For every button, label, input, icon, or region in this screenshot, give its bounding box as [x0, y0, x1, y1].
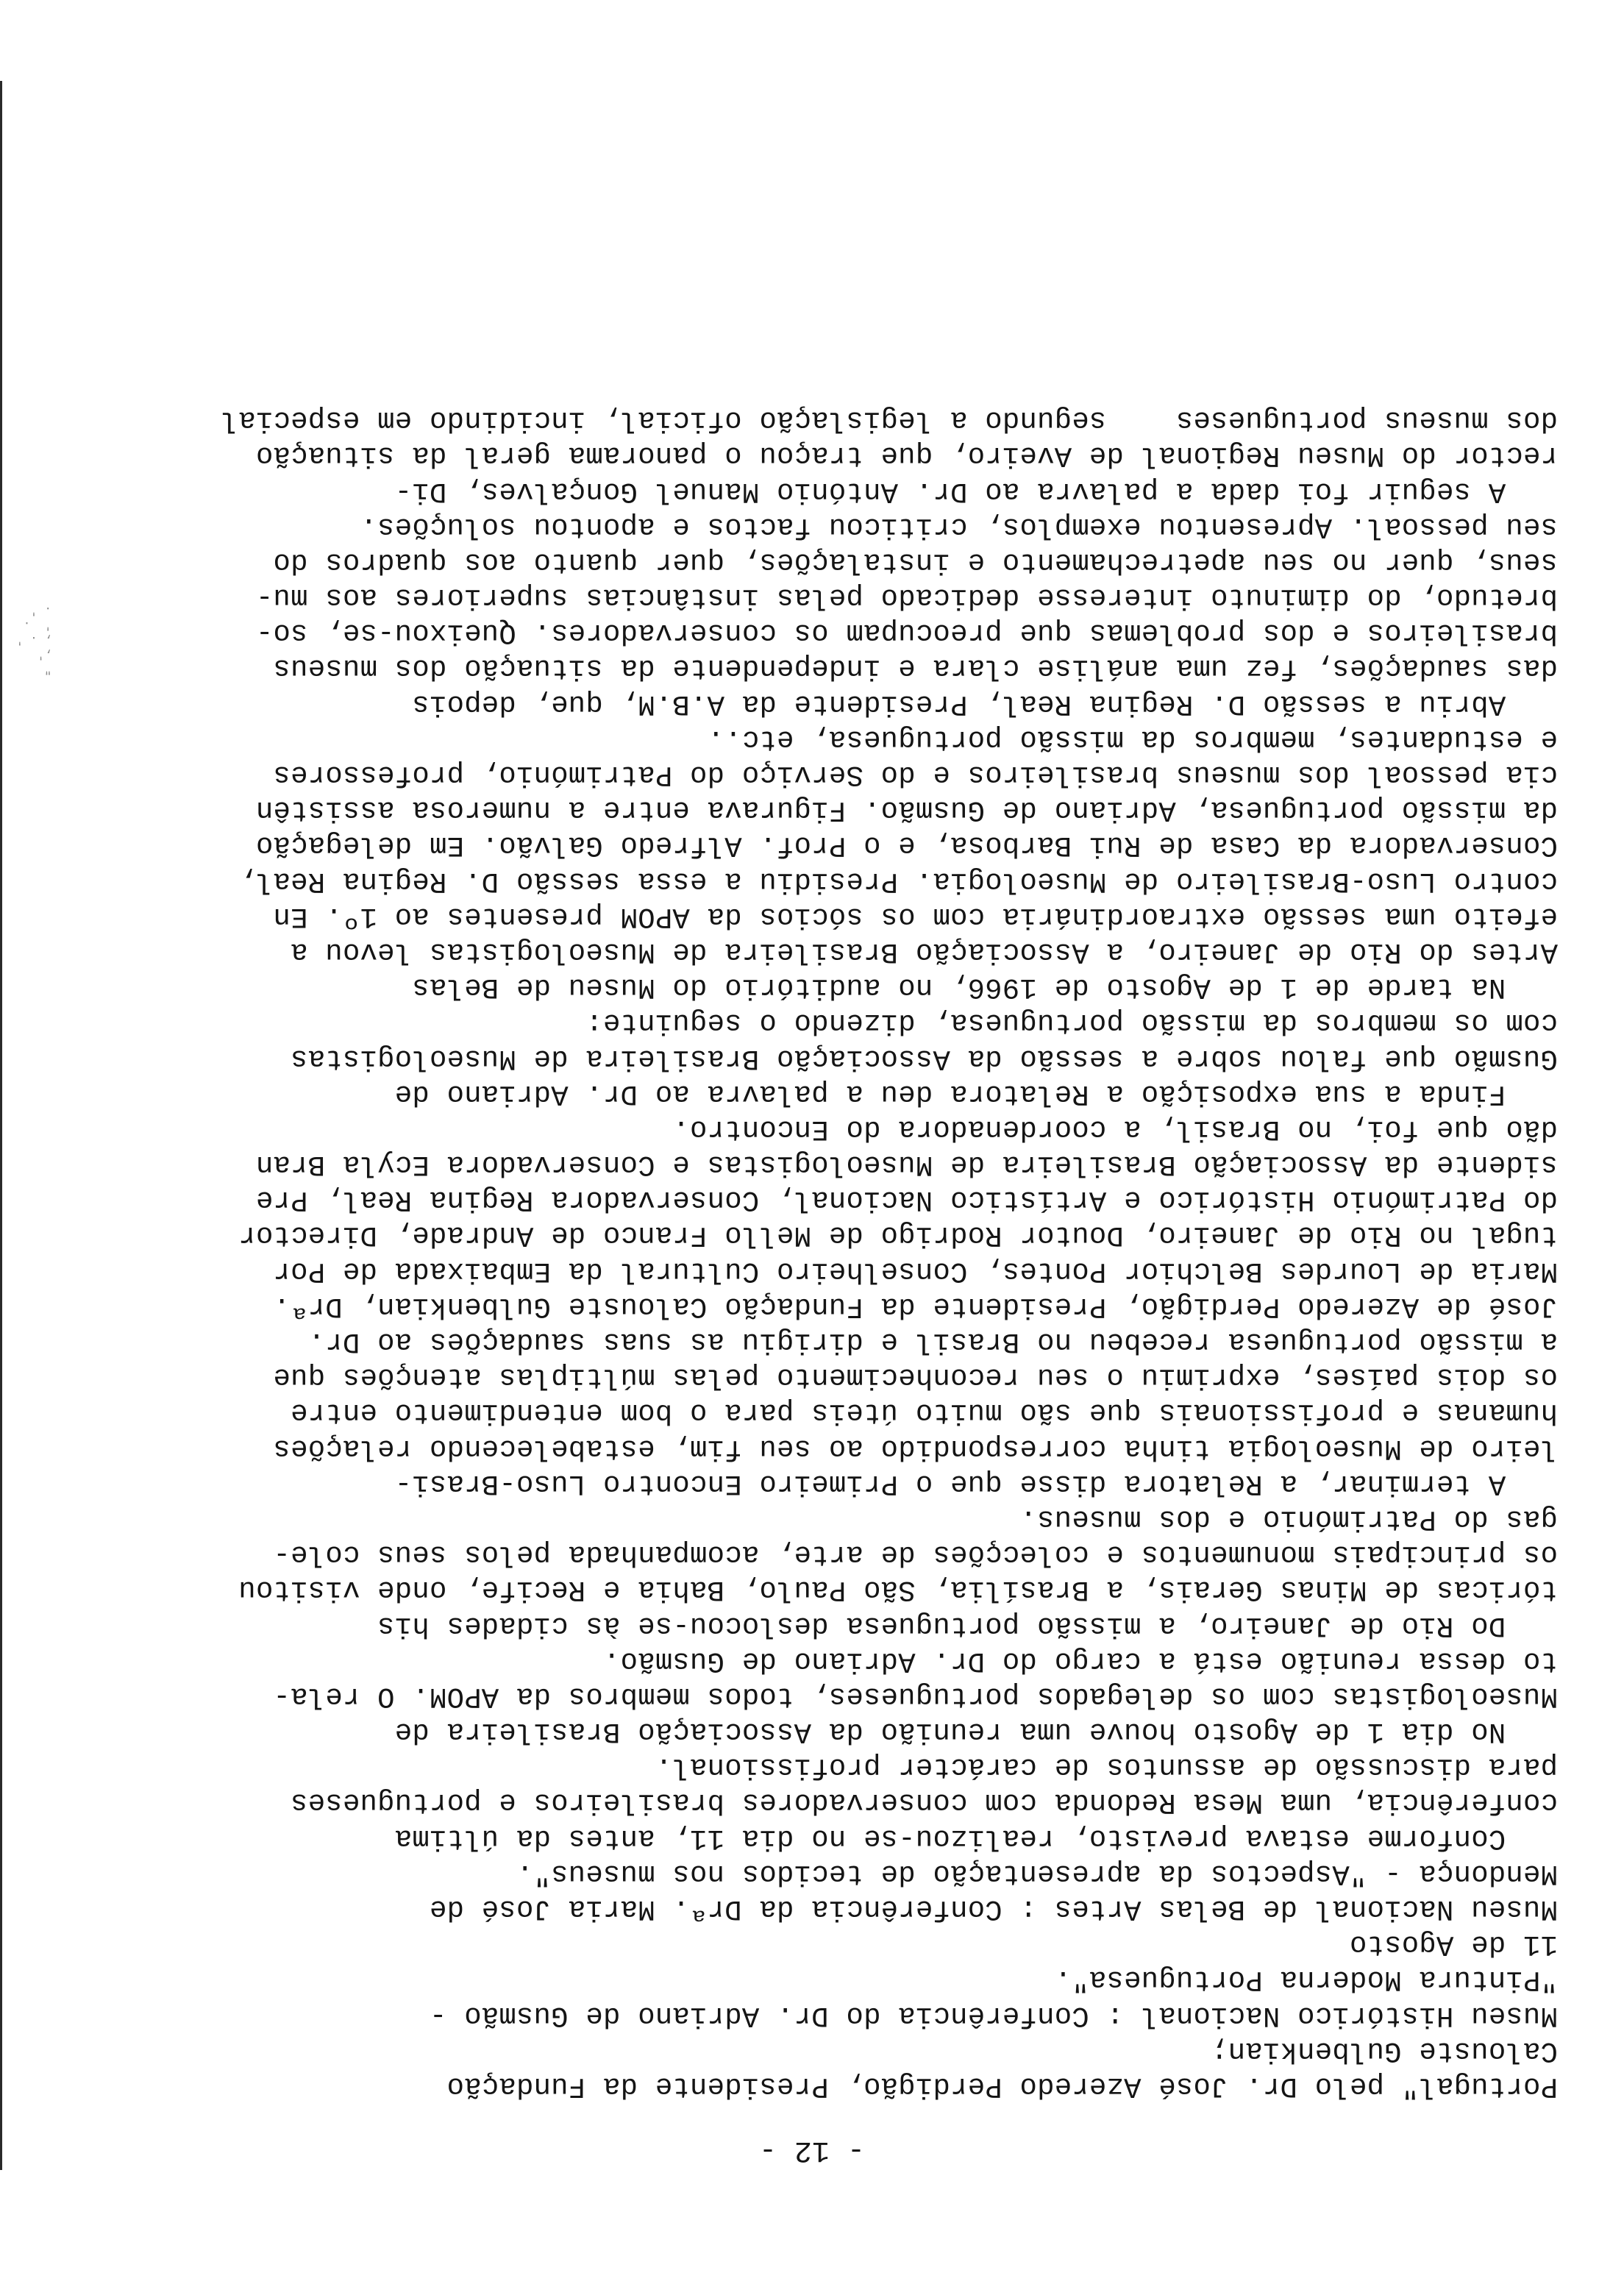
text-line: Abriu a sessão D. Regina Real, Presidente da A.B.M, que, depois: [412, 687, 1558, 720]
text-line: dos museus portugueses segundo a legislação oficial, incidindo em especial: [221, 404, 1558, 437]
text-line: Artes do Rio de Janeiro, a Associação Brasileira de Museologistas levou a: [290, 936, 1558, 968]
text-line: 11 de Agosto: [1349, 1928, 1558, 1961]
text-line: a missão portuguesa recebeu no Brasil e dirigiu as suas saudações ao Dr.: [307, 1326, 1558, 1359]
text-line: Na tarde de 1 de Agosto de 1966, no auditório do Museu de Belas: [412, 971, 1558, 1004]
text-line: Mendonça - "Aspectos da apresentação de tecidos nos museus".: [516, 1857, 1558, 1890]
text-line: Conservadora da Casa de Rui Barbosa, e o Prof. Alfredo Galvão. Em delegação: [255, 829, 1558, 862]
text-line: para discussão de assuntos de carácter profissional.: [655, 1751, 1558, 1784]
text-line: Finda a sua exposição a Relatora deu a palavra ao Dr. Adriano de: [394, 1077, 1558, 1110]
text-line: da missão portuguesa, Adriano de Gusmão. Figurava entre a numerosa assistên: [255, 794, 1558, 827]
text-line: contro Luso-Brasileiro de Museologia. Presidiu a essa sessão D. Regina Real,: [238, 864, 1558, 897]
text-line: No dia 1 de Agosto houve uma reunião da Associação Brasileira de: [394, 1715, 1558, 1749]
text-line: humanas e profissionais que são muito úteis para o bom entendimento entre: [290, 1396, 1558, 1429]
text-line: os dois países, exprimiu o seu reconhecimento pelas múltiplas atenções que: [273, 1361, 1558, 1394]
text-line: A terminar, a Relatora disse que o Primeiro Encontro Luso-Brasi-: [394, 1467, 1558, 1500]
text-line: e estudantes, membros da missão portuguesa, etc..: [707, 722, 1558, 755]
text-line: Museu Nacional de Belas Artes : Conferência da Drª. Maria José de: [429, 1893, 1558, 1926]
text-line: leiro de Museologia tinha correspondido ao seu fim, estabelecendo relações: [273, 1431, 1558, 1465]
text-line: Gusmão que falou sobre a sessão da Associação Brasileira de Museologistas: [290, 1042, 1558, 1075]
text-line: tugal no Rio de Janeiro, Doutor Rodrigo de Mello Franco de Andrade, Director: [238, 1219, 1558, 1252]
text-line: seus, quer no seu apetrechamento e instalações, quer quanto aos quadros do: [273, 545, 1558, 578]
text-line: Portugal" pelo Dr. José Azeredo Perdigão, Presidente da Fundação: [446, 2070, 1558, 2102]
text-line: brasileiros e dos problemas que preocupam os conservadores. Queixou-se, so-: [255, 616, 1558, 650]
text-line: gas do Património e dos museus.: [1019, 1503, 1558, 1535]
margin-marks: " ,' , . ' ' . . ': [15, 604, 51, 676]
text-line: bretudo, do diminuto interesse dedicado pelas instâncias superiores aos mu-: [255, 581, 1558, 614]
text-line: das saudações, fez uma análise clara e independente da situação dos museus: [273, 652, 1558, 685]
text-line: seu pessoal. Apresentou exemplos, criticou factos e apontou soluções.: [360, 510, 1558, 543]
text-line: efeito uma sessão extraordinária com os sócios da APOM presentes ao 1º. En: [273, 900, 1558, 933]
body-text: [72, 402, 1558, 2104]
text-line: Do Rio de Janeiro, a missão portuguesa deslocou-se às cidades his: [377, 1609, 1558, 1642]
text-line: Conforme estava previsto, realizou-se no dia 11, antes da última: [394, 1821, 1558, 1854]
text-line: José de Azeredo Perdigão, Presidente da Fundação Calouste Gulbenkian, Drª.: [273, 1290, 1558, 1323]
text-line: Maria de Lourdes Belchior Pontes, Conselheiro Cultural da Embaixada de Por: [273, 1254, 1558, 1287]
text-line: Museu Histórico Nacional : Conferência do Dr. Adriano de Gusmão -: [429, 1999, 1558, 2032]
text-line: dão que foi, no Brasil, a coordenadora do Encontro.: [672, 1112, 1558, 1145]
text-line: "Pintura Moderna Portuguesa".: [1054, 1963, 1558, 1996]
text-line: rector do Museu Regional de Aveiro, que traçou o panorama geral da situação: [255, 439, 1558, 472]
text-line: conferência, uma Mesa Redonda com conservadores brasileiros e portugueses: [290, 1786, 1558, 1819]
text-line: cia pessoal dos museus brasileiros e do Serviço do Património, professores: [273, 758, 1558, 792]
text-line: Calouste Gulbenkian;: [1210, 2034, 1558, 2067]
page-edge-line: [0, 81, 17, 2170]
text-line: do Património Histórico e Artístico Nacional, Conservadora Regina Real, Pre: [255, 1184, 1558, 1217]
text-line: os principais monumentos e colecções de arte, acompanhada pelos seus cole-: [273, 1538, 1558, 1571]
text-line: tóricas de Minas Gerais, a Brasília, São Paulo, Bahia e Recife, onde visitou: [238, 1573, 1558, 1607]
page-number: - 12 -: [758, 2133, 866, 2166]
text-line: com os membros da missão portuguesa, dizendo o seguinte:: [585, 1006, 1558, 1039]
text-line: sidente da Associação Brasileira de Museologistas e Conservadora Ecyla Bran: [255, 1148, 1558, 1181]
text-line: to dessa reunião está a cargo do Dr. Adriano de Gusmão.: [602, 1644, 1558, 1677]
text-line: A seguir foi dada a palavra ao Dr. António Manuel Gonçalves, Di-: [394, 474, 1558, 508]
text-line: Museologistas com os delegados portugueses, todos membros da APOM. O rela-: [273, 1679, 1558, 1712]
